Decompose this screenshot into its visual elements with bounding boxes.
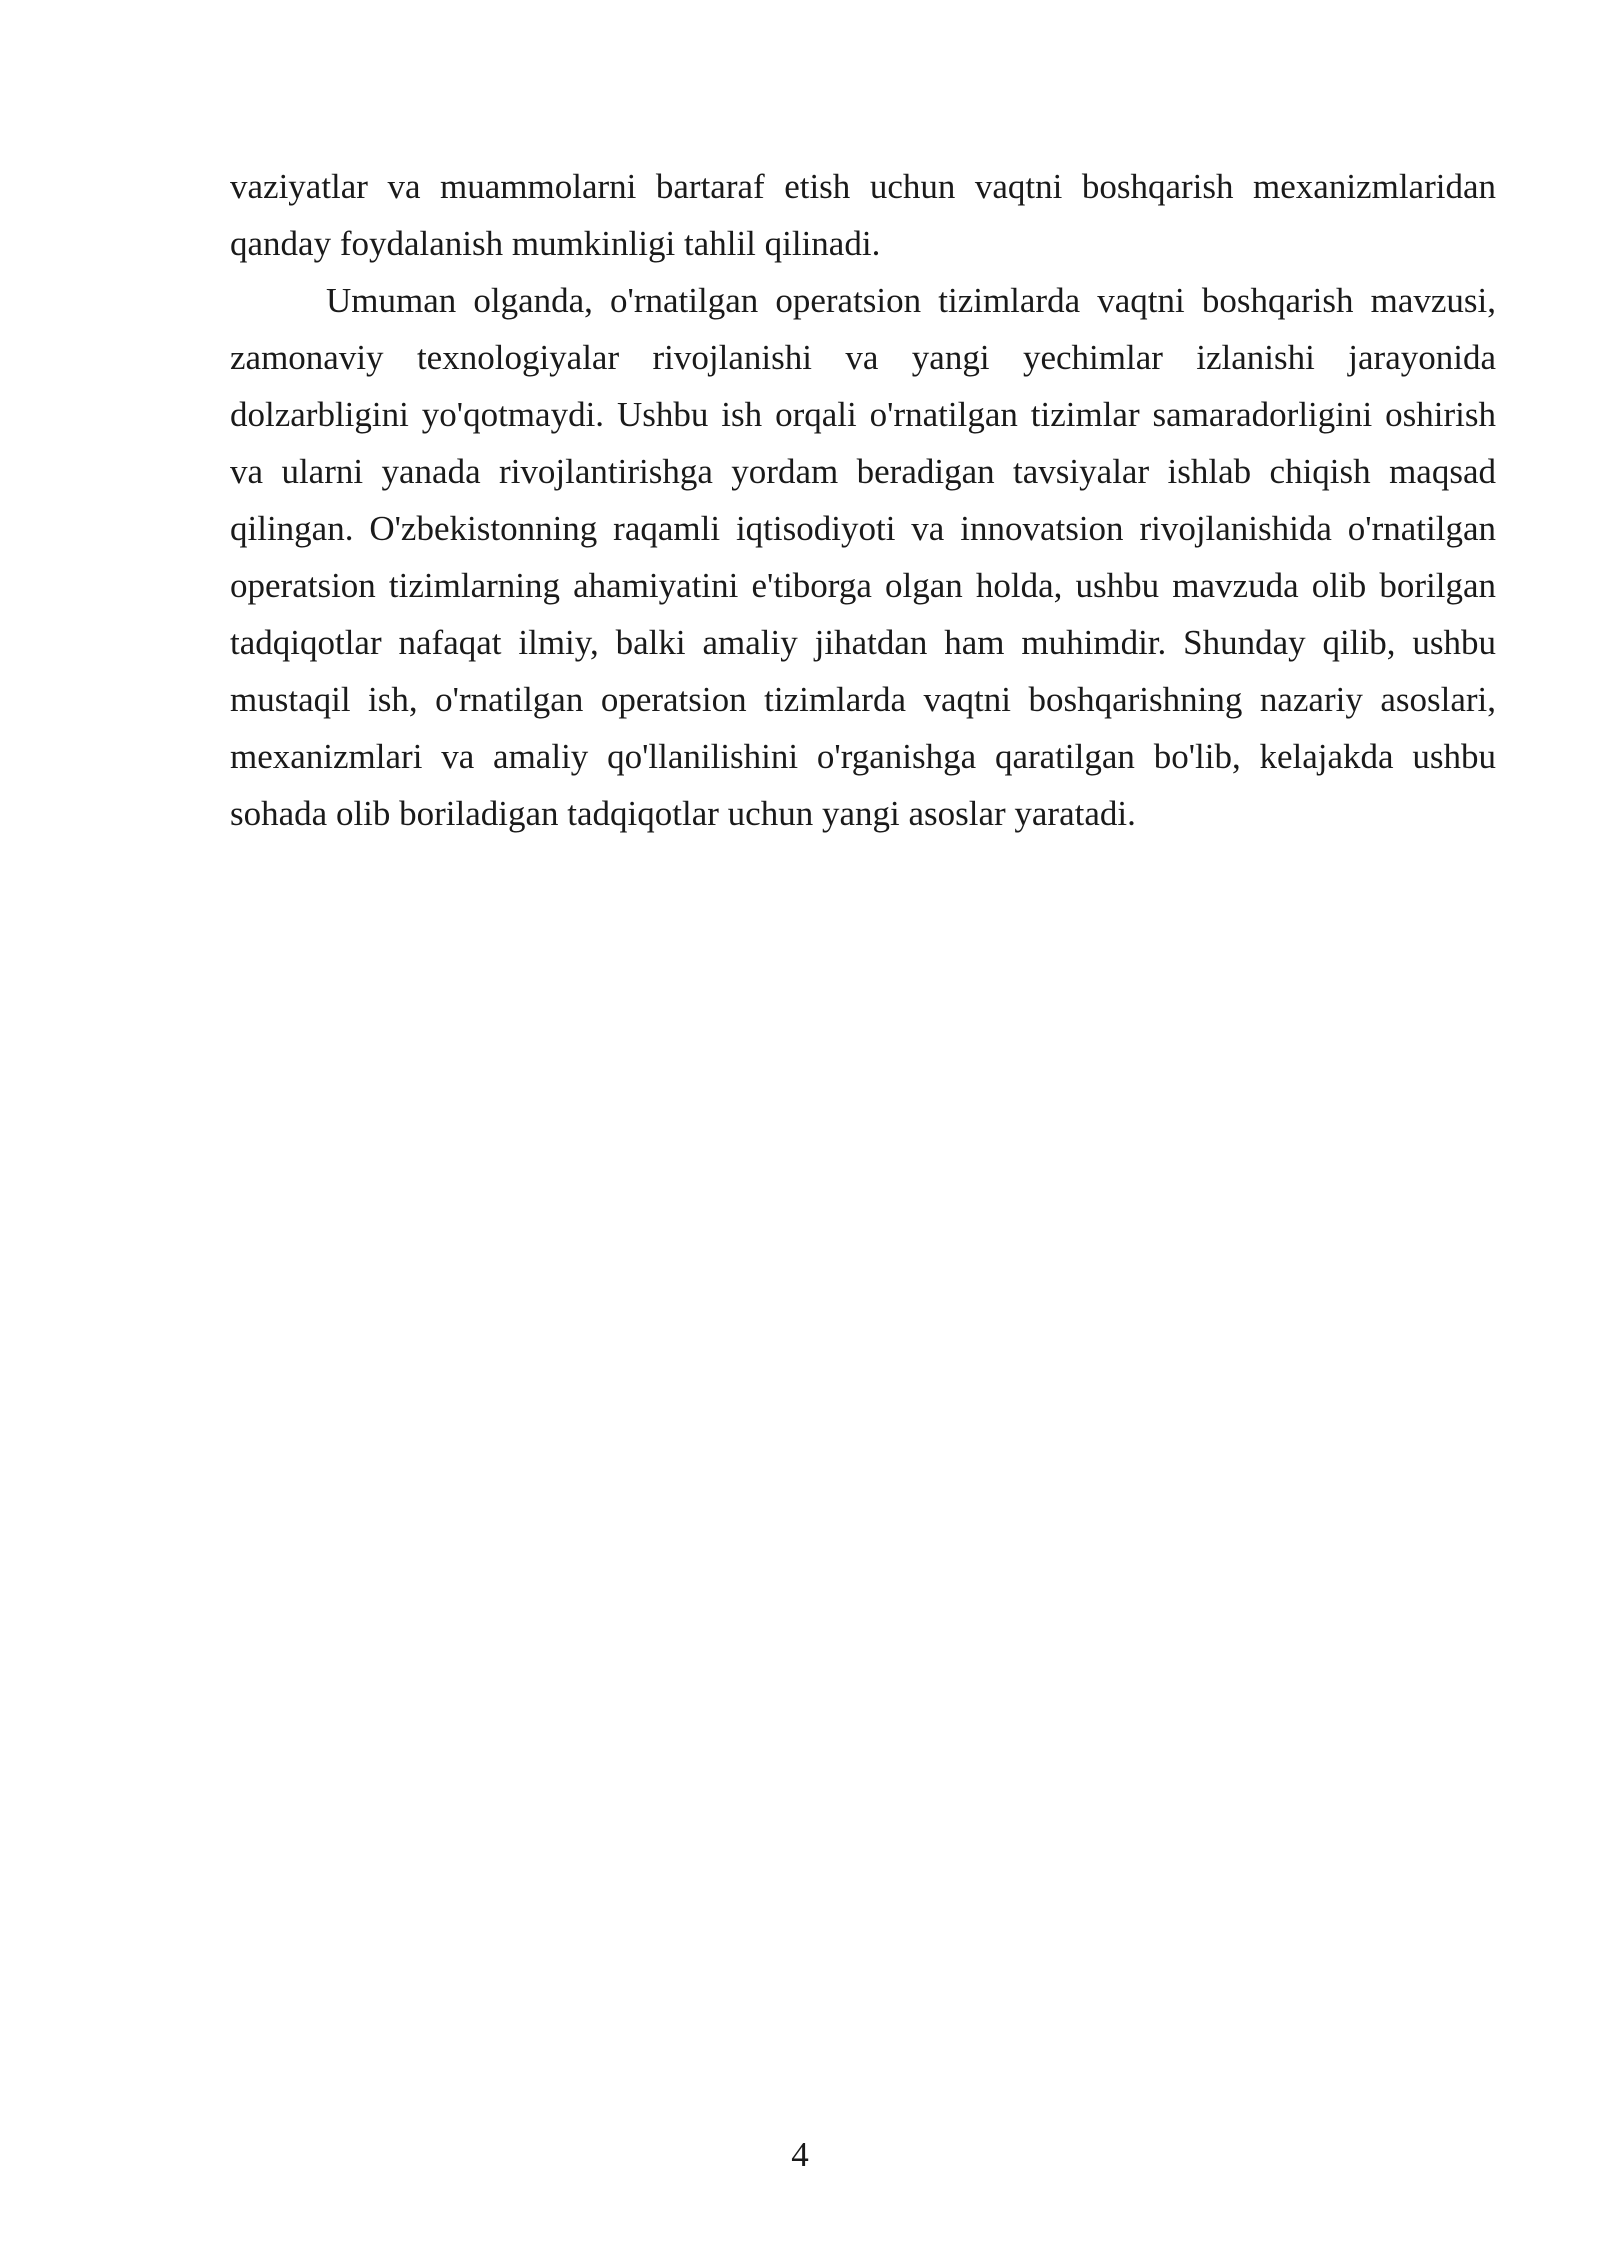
paragraph-continued: vaziyatlar va muammolarni bartaraf etish uchun vaqtni boshqarish mexanizmlaridan qanday foydalanish mumkinligi tahlil qilinadi.	[230, 167, 1496, 263]
paragraph-conclusion: Umuman olganda, o'rnatilgan operatsion tizimlarda vaqtni boshqarish mavzusi, zamonaviy texnologiyalar rivojlanishi va yangi yechimlar izlanishi jarayonida dolzarbligini yo'qotmaydi. Ushbu ish orqali o'rnatilgan tizimlar samaradorligini oshirish va ularni yanada rivojlantirishga yordam beradigan tavsiyalar ishlab chiqish maqsad qilingan. O'zbekistonning raqamli iqtisodiyoti va innovatsion rivojlanishida o'rnatilgan operatsion tizimlarning ahamiyatini e'tiborga olgan holda, ushbu mavzuda olib borilgan tadqiqotlar nafaqat ilmiy, balki amaliy jihatdan ham muhimdir. Shunday qilib, ushbu mustaqil ish, o'rnatilgan operatsion tizimlarda vaqtni boshqarishning nazariy asoslari, mexanizmlari va amaliy qo'llanilishini o'rganishga qaratilgan bo'lib, kelajakda ushbu sohada olib boriladigan tadqiqotlar uchun yangi asoslar yaratadi.	[230, 281, 1496, 833]
page-number: 4	[791, 2135, 809, 2174]
body-text	[230, 158, 1496, 842]
